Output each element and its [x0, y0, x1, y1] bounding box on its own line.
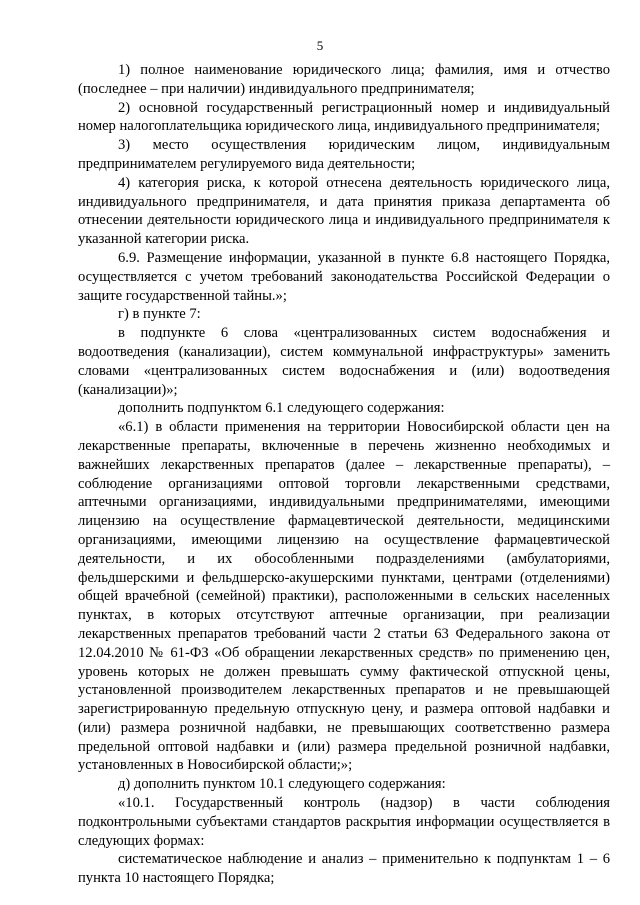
paragraph: 4) категория риска, к которой отнесена деятельность юридического лица, индивидуального предпринимателя, и дата принятия приказа департамента об отнесении деятельности юридического лица и индивидуального предпринимателя к указанной категории риска.	[78, 174, 610, 248]
paragraph: в подпункте 6 слова «централизованных систем водоснабжения и водоотведения (канализации), систем коммунальной инфраструктуры» заменить словами «централизованных систем водоснабжения и (или) водоотведения (канализации)»;	[78, 325, 610, 398]
page-number: 5	[316, 38, 324, 53]
paragraph: систематическое наблюдение и анализ – применительно к подпунктам 1 – 6 пункта 10 настоящего Порядка;	[78, 851, 610, 887]
paragraph: 3) место осуществления юридическим лицом, индивидуальным предпринимателем регулируемого вида деятельности;	[78, 137, 610, 172]
paragraph: г) в пункте 7:	[118, 306, 201, 323]
paragraph: д) дополнить пунктом 10.1 следующего содержания:	[118, 776, 446, 793]
paragraph: дополнить подпунктом 6.1 следующего содержания:	[118, 400, 445, 417]
paragraph: «6.1) в области применения на территории Новосибирской области цен на лекарственные препараты, включенные в перечень жизненно необходимых и важнейших лекарственных препаратов (далее – лекарственные препараты), – соблюдение организациями оптовой торговли лекарственными средствами, аптечными организациями, индивидуальными предпринимателями, имеющими лицензию на осуществление фармацевтической деятельности, медицинскими организациями, имеющими лицензию на осуществление фармацевтической деятельности, и их обособленными подразделениями (амбулаториями, фельдшерскими и фельдшерско-акушерскими пунктами, центрами (отделениями) общей врачебной (семейной) практики), расположенными в сельских населенных пунктах, в которых отсутствуют аптечные организации, при реализации лекарственных препаратов требований части 2 статьи 63 Федерального закона от 12.04.2010 № 61-ФЗ «Об обращении лекарственных средств» по применению цен, уровень которых не должен превышать сумму фактической отпускной цены, установленной производителем лекарственных препаратов и не превышающей зарегистрированную предельную отпускную цену, и размера оптовой надбавки и (или) размера розничной надбавки, не превышающих соответственно размера предельной оптовой надбавки и (или) размера предельной розничной надбавки, установленных в Новосибирской области;»;	[78, 419, 610, 774]
paragraph: 2) основной государственный регистрационный номер и индивидуальный номер налогоплательщика юридического лица, индивидуального предпринимателя;	[78, 99, 610, 135]
paragraph: «10.1. Государственный контроль (надзор) в части соблюдения подконтрольными субъектами стандартов раскрытия информации осуществляется в следующих формах:	[78, 795, 610, 849]
paragraph: 1) полное наименование юридического лица; фамилия, имя и отчество (последнее – при наличии) индивидуального предпринимателя;	[78, 62, 610, 97]
paragraph: 6.9. Размещение информации, указанной в пункте 6.8 настоящего Порядка, осуществляется с учетом требований законодательства Российской Федерации о защите государственной тайны.»;	[78, 249, 610, 304]
document-body	[78, 61, 610, 888]
